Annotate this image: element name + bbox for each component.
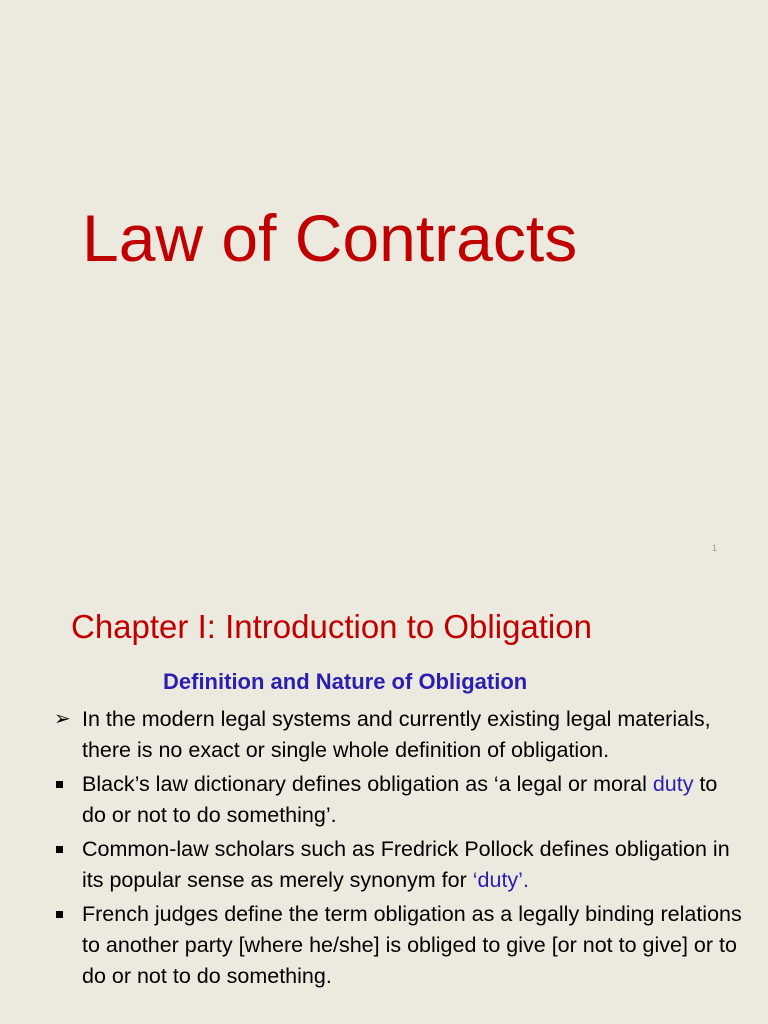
square-bullet-icon <box>56 781 63 788</box>
bullet-item <box>54 899 744 992</box>
bullet-text: to do or not to do something’. <box>82 772 718 827</box>
slide-title: Law of Contracts <box>82 201 578 275</box>
bullet-text: French judges define the term obligation as a legally binding relations to another party [where he/she] is obliged to give [or not to give] or to do or not to do something. <box>82 902 742 988</box>
chapter-title: Chapter I: Introduction to Obligation <box>71 608 592 645</box>
highlight-term: ‘duty’. <box>472 868 529 892</box>
arrow-bullet-icon: ➢ <box>54 708 71 730</box>
highlight-term: duty <box>652 772 694 796</box>
slide-2 <box>0 576 768 1024</box>
bullet-text: In the modern legal systems and currently existing legal materials, there is no exact or single whole definition of obligation. <box>82 707 711 762</box>
square-bullet-icon <box>56 846 63 853</box>
section-subheading: Definition and Nature of Obligation <box>163 669 528 694</box>
page-number: 1 <box>712 543 718 553</box>
square-bullet-icon <box>56 911 63 918</box>
bullet-list <box>54 704 744 995</box>
bullet-item <box>54 834 744 896</box>
bullet-item <box>54 704 744 766</box>
bullet-text: Black’s law dictionary defines obligation as ‘a legal or moral <box>82 772 653 796</box>
bullet-item <box>54 769 744 831</box>
bullet-text: Common-law scholars such as Fredrick Pollock defines obligation in its popular sense as merely synonym for <box>82 837 730 892</box>
